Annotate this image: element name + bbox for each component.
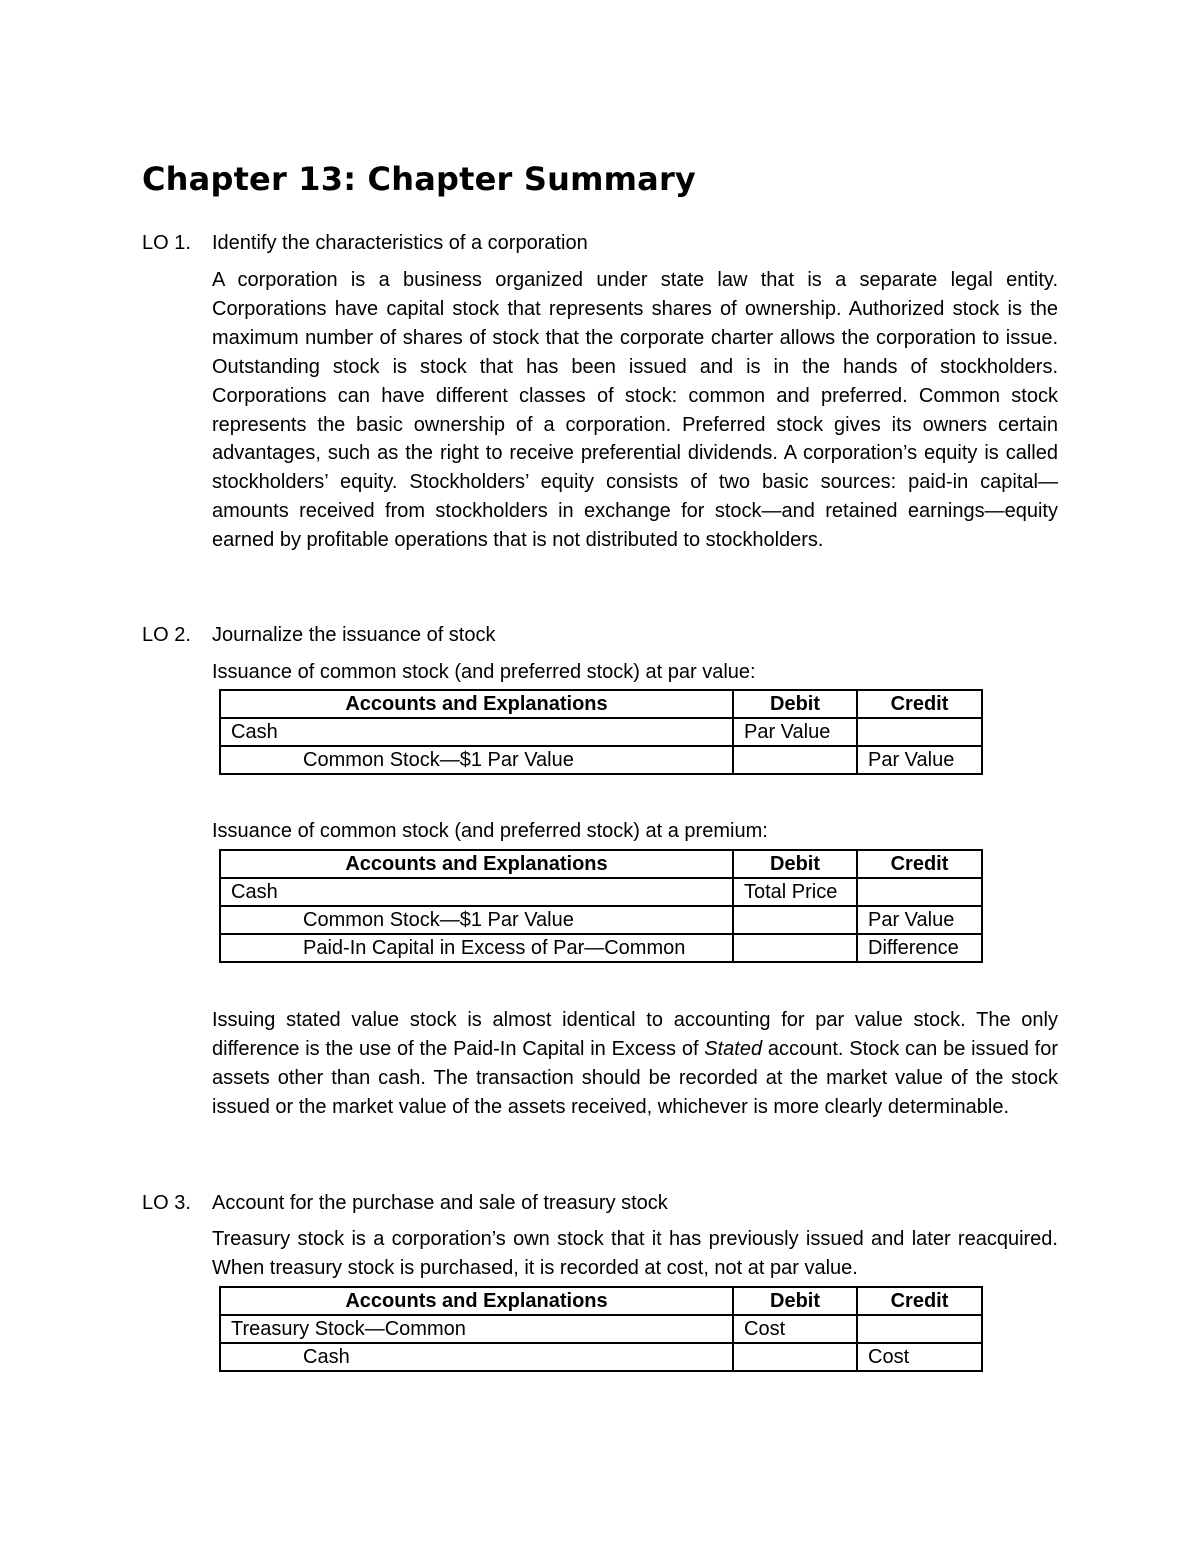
- lo1-heading: Identify the characteristics of a corporation: [212, 232, 588, 254]
- lo1-number: LO 1.: [142, 232, 191, 254]
- credit-cell: Difference: [857, 934, 982, 962]
- header-credit: Credit: [857, 690, 982, 718]
- account-cell: Common Stock—$1 Par Value: [220, 906, 733, 934]
- account-cell: Cash: [220, 1343, 733, 1371]
- page-title: Chapter 13: Chapter Summary: [142, 160, 696, 198]
- par-value-journal-table: [219, 689, 983, 775]
- debit-cell: [733, 746, 857, 774]
- header-accounts: Accounts and Explanations: [220, 1287, 733, 1315]
- account-cell: Treasury Stock—Common: [220, 1315, 733, 1343]
- treasury-journal-table: [219, 1286, 983, 1372]
- account-cell: Cash: [220, 878, 733, 906]
- account-cell: Paid-In Capital in Excess of Par—Common: [220, 934, 733, 962]
- premium-caption: Issuance of common stock (and preferred stock) at a premium:: [212, 820, 768, 842]
- table-row: [220, 1315, 982, 1343]
- debit-cell: Cost: [733, 1315, 857, 1343]
- lo3-heading: Account for the purchase and sale of treasury stock: [212, 1192, 668, 1214]
- table-header-row: [220, 690, 982, 718]
- lo2-number: LO 2.: [142, 624, 191, 646]
- credit-cell: [857, 1315, 982, 1343]
- premium-journal-table: [219, 849, 983, 963]
- table-row: [220, 718, 982, 746]
- table-row: [220, 906, 982, 934]
- header-credit: Credit: [857, 1287, 982, 1315]
- lo2-heading: Journalize the issuance of stock: [212, 624, 496, 646]
- lo3-number: LO 3.: [142, 1192, 191, 1214]
- table-row: [220, 746, 982, 774]
- debit-cell: [733, 906, 857, 934]
- header-accounts: Accounts and Explanations: [220, 690, 733, 718]
- stated-text-after: account. Stock can be issued for assets other than cash. The transaction should be recorded at the market value of the stock issued or the market value of the assets received, whichever is more clearly determinable.: [212, 1037, 1059, 1118]
- debit-cell: Par Value: [733, 718, 857, 746]
- table-row: [220, 878, 982, 906]
- lo3-paragraph: Treasury stock is a corporation’s own stock that it has previously issued and later reacquired. When treasury stock is purchased, it is recorded at cost, not at par value.: [212, 1228, 1058, 1279]
- lo1-paragraph: A corporation is a business organized under state law that is a separate legal entity. Corporations have capital stock that represents shares of ownership. Authorized stock is the maximum number of shares of stock that the corporate charter allows the corporation to issue. Outstanding stock is stock that has been issued and is in the hands of stockholders. Corporations can have different classes of stock: common and preferred. Common stock represents the basic ownership of a corporation. Preferred stock gives its owners certain advantages, such as the right to receive preferential dividends. A corporation’s equity is called stockholders’ equity. Stockholders’ equity consists of two basic sources: paid-in capital—amounts received from stockholders in exchange for stock—and retained earnings—equity earned by profitable operations that is not distributed to stockholders.: [212, 269, 1058, 552]
- stated-text-before: Issuing stated value stock is almost identical to accounting for par value stock. The only difference is the use of the Paid-In Capital in Excess of: [212, 1009, 1058, 1060]
- stated-italic-word: Stated: [704, 1037, 763, 1060]
- credit-cell: Par Value: [857, 906, 982, 934]
- credit-cell: [857, 718, 982, 746]
- table-row: [220, 934, 982, 962]
- credit-cell: Par Value: [857, 746, 982, 774]
- account-cell: Common Stock—$1 Par Value: [220, 746, 733, 774]
- stated-value-paragraph: [212, 1006, 1058, 1122]
- header-credit: Credit: [857, 850, 982, 878]
- debit-cell: [733, 1343, 857, 1371]
- header-debit: Debit: [733, 1287, 857, 1315]
- header-debit: Debit: [733, 690, 857, 718]
- debit-cell: Total Price: [733, 878, 857, 906]
- debit-cell: [733, 934, 857, 962]
- table-row: [220, 1343, 982, 1371]
- par-value-caption: Issuance of common stock (and preferred stock) at par value:: [212, 661, 756, 683]
- header-debit: Debit: [733, 850, 857, 878]
- account-cell: Cash: [220, 718, 733, 746]
- credit-cell: [857, 878, 982, 906]
- header-accounts: Accounts and Explanations: [220, 850, 733, 878]
- credit-cell: Cost: [857, 1343, 982, 1371]
- table-header-row: [220, 1287, 982, 1315]
- table-header-row: [220, 850, 982, 878]
